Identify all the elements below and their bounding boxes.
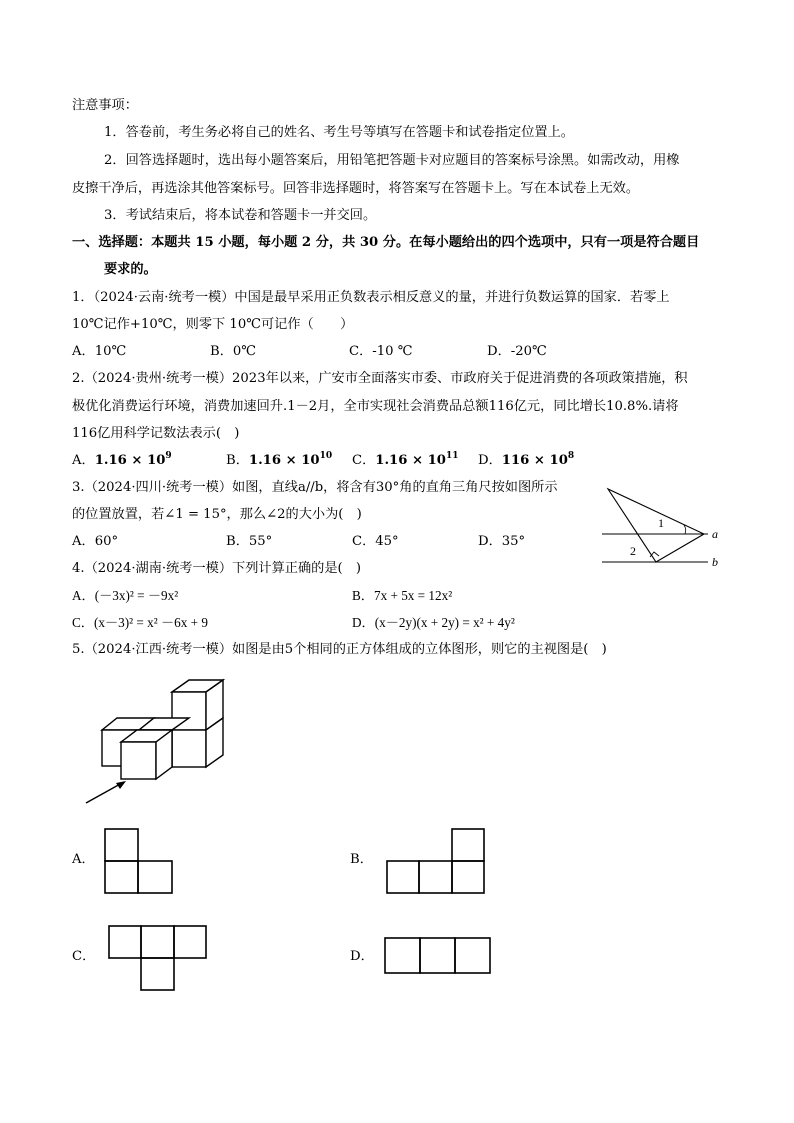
set-square — [608, 489, 704, 562]
q3-option-d: D．35° — [478, 534, 526, 549]
line-a-label: a — [712, 527, 718, 541]
q4-option-c: C．(x－3)² = x² －6x + 9 — [72, 615, 208, 630]
q5-option-c-figure — [108, 925, 208, 991]
q2-option-d: D．$116 \times 10^8$ — [478, 451, 575, 468]
q4-option-d: D．(x－2y)(x + 2y) = x² + 4y² — [352, 615, 515, 630]
q3-triangle-figure — [600, 485, 730, 575]
notice-item-1: 1．答卷前，考生务必将自己的姓名、考生号等填写在答题卡和试卷指定位置上。 — [104, 125, 574, 140]
q3-option-a: A．60° — [72, 534, 119, 549]
q5-option-a-label: A． — [72, 852, 95, 867]
angle1-label: 1 — [658, 516, 664, 530]
q2-option-b: B．$1.16 \times 10^{10}$ — [226, 451, 333, 468]
q4-option-a: A．(－3x)² = －9x² — [72, 588, 179, 603]
notice-item-3: 3．考试结束后，将本试卷和答题卡一并交回。 — [104, 208, 377, 223]
q1-option-a: A．10℃ — [72, 344, 127, 359]
q3-option-c: C．45° — [352, 534, 399, 549]
notice-item-2: 2．回答选择题时，选出每小题答案后，用铅笔把答题卡对应题目的答案标号涂黑。如需改动，用橡 — [104, 153, 680, 168]
q2-stem-cont2: 116亿用科学记数法表示( ) — [72, 426, 240, 441]
section-heading: 一、选择题：本题共 15 小题，每小题 2 分，共 30 分。在每小题给出的四个选项中，只有一项是符合题目 — [72, 235, 700, 250]
notice-title: 注意事项： — [72, 98, 138, 113]
q1-option-c: C．-10 ℃ — [349, 344, 413, 359]
q5-option-b-figure — [386, 828, 486, 894]
q5-stem: 5.（2024·江西·统考一模）如图是由5个相同的正方体组成的立体图形，则它的主视图是( ) — [72, 642, 607, 657]
q5-option-d-figure — [384, 937, 494, 977]
q3-stem-cont: 的位置放置，若∠1 = 15°，那么∠2的大小为( ) — [72, 507, 362, 522]
angle2-label: 2 — [630, 544, 636, 558]
angle1-arc — [684, 525, 686, 534]
q1-option-b: B．0℃ — [210, 344, 257, 359]
q5-cubes-figure — [82, 675, 232, 815]
q1-stem: 1．（2024·云南·统考一模）中国是最早采用正负数表示相反意义的量，并进行负数运算的国家．若零上 — [72, 290, 670, 305]
q5-option-d-label: D． — [350, 949, 374, 964]
q3-stem: 3.（2024·四川·统考一模）如图，直线a//b，将含有30°角的直角三角尺按如图所示 — [72, 480, 558, 495]
q5-option-c-label: C． — [72, 949, 96, 964]
q4-option-b: B．7x + 5x = 12x² — [352, 588, 453, 603]
q1-stem-cont: 10℃记作+10℃，则零下 10℃可记作（ ） — [72, 317, 354, 332]
q5-option-b-label: B． — [350, 852, 373, 867]
section-heading-cont: 要求的。 — [104, 262, 157, 277]
notice-item-2-cont: 皮擦干净后，再选涂其他答案标号。回答非选择题时，将答案写在答题卡上。写在本试卷上无效。 — [72, 181, 640, 196]
q3-option-b: B．55° — [226, 534, 273, 549]
q5-option-a-figure — [104, 828, 174, 894]
line-b-label: b — [712, 555, 718, 569]
q1-option-d: D．-20℃ — [487, 344, 547, 359]
q2-stem: 2.（2024·贵州·统考一模）2023年以来，广安市全面落实市委、市政府关于促进消费的各项政策措施，积 — [72, 371, 688, 386]
q4-stem: 4.（2024·湖南·统考一模）下列计算正确的是( ) — [72, 561, 362, 576]
q2-option-c: C．$1.16 \times 10^{11}$ — [352, 451, 459, 468]
q2-option-a: A．$1.16 \times 10^9$ — [72, 451, 172, 468]
q2-stem-cont: 极优化消费运行环境，消费加速回升.1－2月，全市实现社会消费品总额116亿元，同比增长10.8%.请将 — [72, 399, 679, 414]
